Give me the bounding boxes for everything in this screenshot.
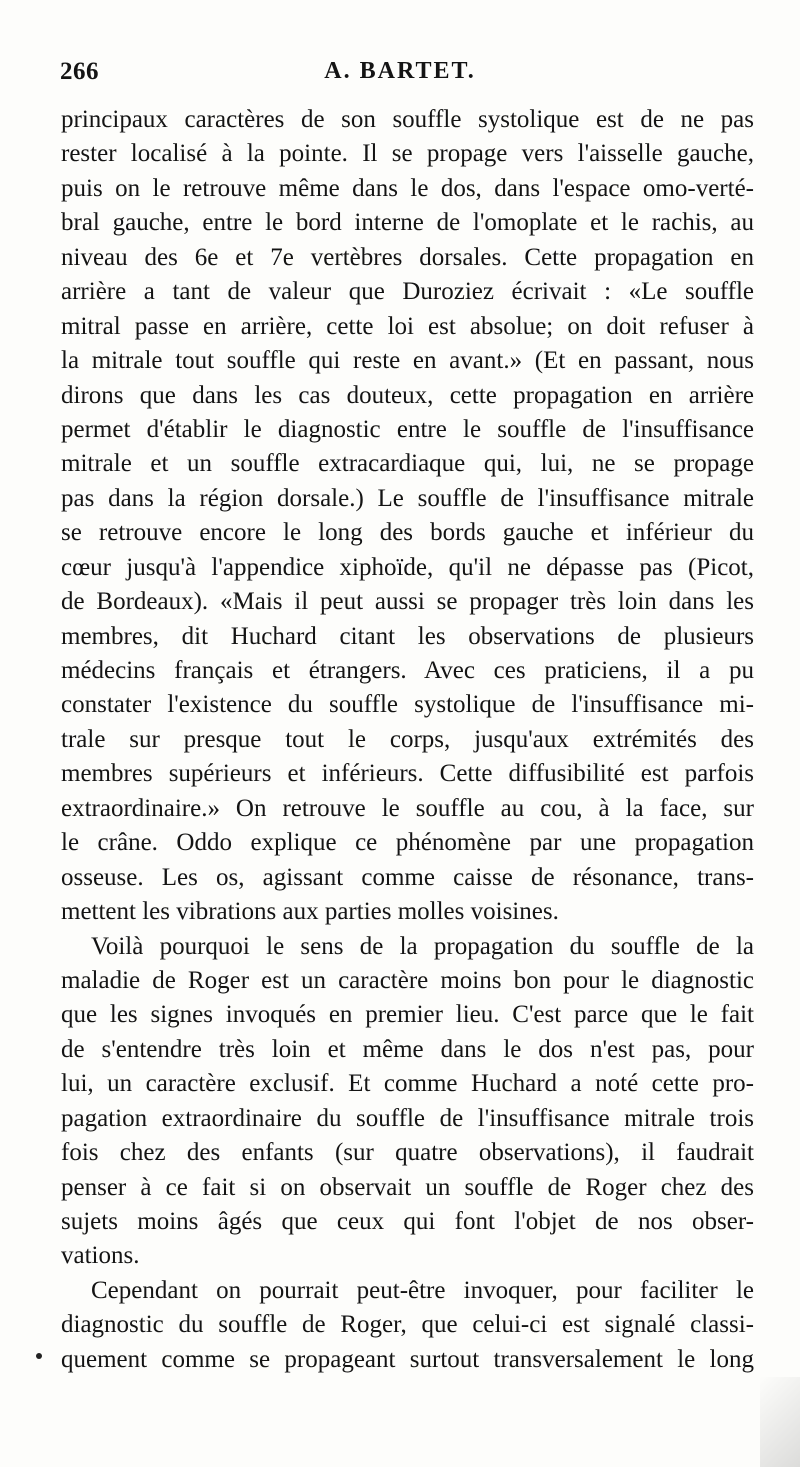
text-line: rester localisé à la pointe. Il se propage vers l'aisselle gauche,	[61, 140, 754, 168]
scan-shadow	[760, 1377, 800, 1467]
text-line: maladie de Roger est un caractère moins bon pour le diagnostic	[61, 966, 754, 994]
page-number: 266	[60, 58, 99, 85]
text-line: diagnostic du souffle de Roger, que celui-ci est signalé classi-	[61, 1311, 754, 1339]
text-line: bral gauche, entre le bord interne de l'omoplate et le rachis, au	[61, 209, 754, 237]
text-line: membres supérieurs et inférieurs. Cette diffusibilité est parfois	[61, 760, 754, 788]
text-line: pagation extraordinaire du souffle de l'insuffisance mitrale trois	[61, 1104, 754, 1132]
text-line: cœur jusqu'à l'appendice xiphoïde, qu'il ne dépasse pas (Picot,	[61, 553, 754, 581]
text-line: se retrouve encore le long des bords gauche et inférieur du	[61, 519, 754, 547]
text-line: principaux caractères de son souffle systolique est de ne pas	[61, 106, 754, 133]
text-line: osseuse. Les os, agissant comme caisse de résonance, trans-	[61, 863, 754, 891]
text-line: lui, un caractère exclusif. Et comme Huchard a noté cette pro-	[61, 1070, 754, 1098]
text-line: Cependant on pourrait peut-être invoquer, pour faciliter le	[91, 1276, 754, 1304]
text-line: médecins français et étrangers. Avec ces praticiens, il a pu	[61, 657, 754, 684]
text-line: fois chez des enfants (sur quatre observations), il faudrait	[61, 1139, 754, 1167]
text-line: penser à ce fait si on observait un souffle de Roger chez des	[61, 1173, 754, 1201]
text-line: membres, dit Huchard citant les observations de plusieurs	[61, 622, 754, 650]
text-line: mettent les vibrations aux parties molles voisines.	[61, 898, 559, 926]
text-line: sujets moins âgés que ceux qui font l'objet de nos obser-	[61, 1208, 754, 1235]
text-line: pas dans la région dorsale.) Le souffle de l'insuffisance mitrale	[61, 484, 754, 512]
text-line: vations.	[61, 1242, 140, 1270]
running-head: A. BARTET.	[324, 58, 476, 84]
text-line: extraordinaire.» On retrouve le souffle au cou, à la face, sur	[61, 794, 754, 822]
text-line: Voilà pourquoi le sens de la propagation du souffle de la	[91, 932, 754, 960]
text-line: niveau des 6e et 7e vertèbres dorsales. Cette propagation en	[61, 243, 754, 271]
text-line: puis on le retrouve même dans le dos, dans l'espace omo-verté-	[61, 174, 754, 202]
text-line: permet d'établir le diagnostic entre le souffle de l'insuffisance	[61, 415, 754, 443]
margin-dot	[36, 1353, 42, 1359]
text-line: quement comme se propageant surtout transversalement le long	[61, 1345, 754, 1373]
text-line: mitral passe en arrière, cette loi est absolue; on doit refuser à	[61, 312, 754, 340]
text-line: mitrale et un souffle extracardiaque qui, lui, ne se propage	[61, 450, 754, 478]
text-line: arrière a tant de valeur que Duroziez écrivait : «Le souffle	[61, 278, 754, 306]
page-header	[60, 58, 740, 94]
text-line: le crâne. Oddo explique ce phénomène par une propagation	[61, 829, 754, 857]
text-line: la mitrale tout souffle qui reste en avant.» (Et en passant, nous	[61, 347, 754, 375]
text-line: de s'entendre très loin et même dans le dos n'est pas, pour	[61, 1035, 754, 1063]
text-line: dirons que dans les cas douteux, cette propagation en arrière	[61, 381, 754, 409]
body-text	[61, 103, 754, 1377]
text-line: que les signes invoqués en premier lieu. C'est parce que le fait	[61, 1001, 754, 1029]
text-line: de Bordeaux). «Mais il peut aussi se propager très loin dans les	[61, 588, 754, 616]
text-line: constater l'existence du souffle systolique de l'insuffisance mi-	[61, 691, 754, 719]
text-line: trale sur presque tout le corps, jusqu'aux extrémités des	[61, 725, 754, 753]
